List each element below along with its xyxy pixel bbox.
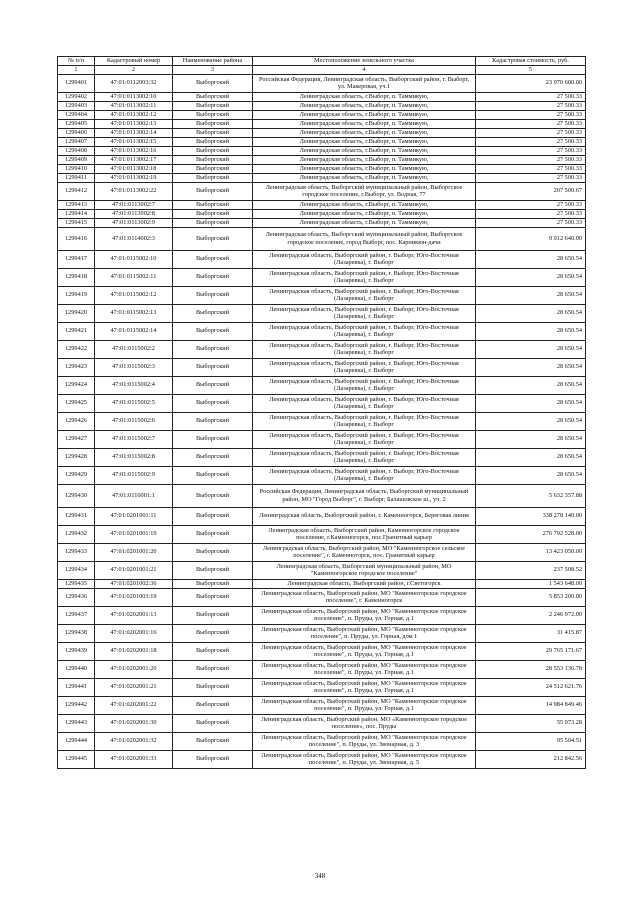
row-number-cell: 1299410 xyxy=(58,164,95,173)
header-row xyxy=(58,57,586,66)
location-cell: Ленинградская область, Выборгский муниципальный район, МО "Каменногорское городское поселение" xyxy=(253,561,476,579)
cadastral-number-cell: 47:01:0113002:13 xyxy=(95,119,173,128)
row-number-cell: 1299434 xyxy=(58,561,95,579)
district-cell: Выборгский xyxy=(173,200,253,209)
cadastral-number-cell: 47:01:0115002:4 xyxy=(95,376,173,394)
cadastral-number-cell: 47:01:0115002:2 xyxy=(95,340,173,358)
row-number-cell: 1299424 xyxy=(58,376,95,394)
table-row xyxy=(58,561,586,579)
cadastral-value-cell: 23 970 600.00 xyxy=(476,74,586,92)
district-cell: Выборгский xyxy=(173,579,253,588)
location-cell: Ленинградская область, Выборгский район, г. Выборг, Юго-Восточная (Лазаревка), г. Выборг xyxy=(253,304,476,322)
table-row xyxy=(58,732,586,750)
cadastral-value-cell: 28 650.54 xyxy=(476,286,586,304)
district-cell: Выборгский xyxy=(173,750,253,768)
cadastral-number-cell: 47:01:0112003:32 xyxy=(95,74,173,92)
table-row xyxy=(58,430,586,448)
row-number-cell: 1299431 xyxy=(58,507,95,525)
cadastral-number-cell: 47:01:0113002:11 xyxy=(95,101,173,110)
column-index-row xyxy=(58,66,586,75)
district-cell: Выборгский xyxy=(173,466,253,484)
location-cell: Ленинградская область, Выборгский район, МО "Каменногорское городское поселение", п. Пруды, ул. Горная, д.1 xyxy=(253,642,476,660)
row-number-cell: 1299442 xyxy=(58,696,95,714)
cadastral-number-cell: 47:01:0115002:12 xyxy=(95,286,173,304)
cadastral-value-cell: 14 984 849.46 xyxy=(476,696,586,714)
table-body xyxy=(58,74,586,768)
row-number-cell: 1299440 xyxy=(58,660,95,678)
location-cell: Ленинградская область, Выборгский район, г. Выборг, Юго-Восточная (Лазаревка), г. Выборг xyxy=(253,268,476,286)
table-row xyxy=(58,507,586,525)
cadastral-value-cell: 28 553 136.78 xyxy=(476,660,586,678)
cadastral-number-cell: 47:01:0202001:21 xyxy=(95,678,173,696)
district-cell: Выборгский xyxy=(173,448,253,466)
table-row xyxy=(58,74,586,92)
cadastral-number-cell: 47:01:0201001:19 xyxy=(95,525,173,543)
cadastral-number-cell: 47:01:0113002:10 xyxy=(95,92,173,101)
cadastral-value-cell: 27 500.33 xyxy=(476,128,586,137)
location-cell: Ленинградская область, Выборгский район, МО "Каменногорское городское поселение", п. Пруды, ул. Горная, д.1 xyxy=(253,696,476,714)
cadastral-value-cell: 207 500.67 xyxy=(476,182,586,200)
table-row xyxy=(58,642,586,660)
district-cell: Выборгский xyxy=(173,74,253,92)
row-number-cell: 1299414 xyxy=(58,209,95,218)
cadastral-number-cell: 47:01:0113002:17 xyxy=(95,155,173,164)
page-number: 348 xyxy=(314,872,326,880)
location-cell: Российская Федерация, Ленинградская область, Выборгский муниципальный район, МО "Город Выборг", г. Выборг, Балашовское ш., уч. 2 xyxy=(253,484,476,507)
table-row xyxy=(58,101,586,110)
district-cell: Выборгский xyxy=(173,561,253,579)
row-number-cell: 1299402 xyxy=(58,92,95,101)
district-cell: Выборгский xyxy=(173,588,253,606)
header-cell: Наименование района xyxy=(173,57,253,66)
row-number-cell: 1299441 xyxy=(58,678,95,696)
row-number-cell: 1299420 xyxy=(58,304,95,322)
location-cell: Ленинградская область, Выборгский район, МО "Каменногорское городское поселение", г. Каменногорск xyxy=(253,588,476,606)
table-row xyxy=(58,146,586,155)
cadastral-number-cell: 47:01:0202001:20 xyxy=(95,660,173,678)
location-cell: Ленинградская область, г.Выборг, п. Таммикую, xyxy=(253,155,476,164)
location-cell: Ленинградская область, Выборгский район, г. Выборг, Юго-Восточная (Лазаревка), г. Выборг xyxy=(253,466,476,484)
column-index-cell: 2 xyxy=(95,66,173,75)
cadastral-value-cell: 212 842.56 xyxy=(476,750,586,768)
row-number-cell: 1299421 xyxy=(58,322,95,340)
district-cell: Выборгский xyxy=(173,110,253,119)
table-row xyxy=(58,286,586,304)
cadastral-number-cell: 47:01:0201001:11 xyxy=(95,507,173,525)
location-cell: Ленинградская область, Выборгский район, г. Каменногорск, Береговая линия xyxy=(253,507,476,525)
row-number-cell: 1299429 xyxy=(58,466,95,484)
table-row xyxy=(58,624,586,642)
location-cell: Ленинградская область, Выборгский район, г. Выборг, Юго-Восточная (Лазаревка), г. Выборг xyxy=(253,412,476,430)
district-cell: Выборгский xyxy=(173,732,253,750)
header-cell: Местоположение земельного участка xyxy=(253,57,476,66)
table-row xyxy=(58,200,586,209)
table-row xyxy=(58,268,586,286)
district-cell: Выборгский xyxy=(173,394,253,412)
cadastral-number-cell: 47:01:0113002:18 xyxy=(95,164,173,173)
table-row xyxy=(58,209,586,218)
cadastral-number-cell: 47:01:0115002:7 xyxy=(95,430,173,448)
district-cell: Выборгский xyxy=(173,660,253,678)
district-cell: Выборгский xyxy=(173,286,253,304)
cadastral-number-cell: 47:01:0115002:11 xyxy=(95,268,173,286)
table-row xyxy=(58,110,586,119)
district-cell: Выборгский xyxy=(173,606,253,624)
row-number-cell: 1299427 xyxy=(58,430,95,448)
cadastral-value-cell: 28 650.54 xyxy=(476,412,586,430)
cadastral-value-cell: 28 650.54 xyxy=(476,376,586,394)
cadastral-value-cell: 2 246 972.00 xyxy=(476,606,586,624)
cadastral-value-cell: 29 765 171.67 xyxy=(476,642,586,660)
row-number-cell: 1299445 xyxy=(58,750,95,768)
location-cell: Российская Федерация, Ленинградская область, Выборгский район, г. Выборг, ул. Макеровая, уч.1 xyxy=(253,74,476,92)
district-cell: Выборгский xyxy=(173,322,253,340)
district-cell: Выборгский xyxy=(173,164,253,173)
location-cell: Ленинградская область, г.Выборг, п. Таммикую, xyxy=(253,128,476,137)
cadastral-number-cell: 47:01:0113002:16 xyxy=(95,146,173,155)
cadastral-value-cell: 27 500.33 xyxy=(476,110,586,119)
table-row xyxy=(58,678,586,696)
cadastral-value-cell: 28 650.54 xyxy=(476,394,586,412)
table-row xyxy=(58,543,586,561)
header-cell: № п/п xyxy=(58,57,95,66)
location-cell: Ленинградская область, г.Выборг, п. Таммикую, xyxy=(253,119,476,128)
cadastral-value-cell: 27 500.33 xyxy=(476,146,586,155)
district-cell: Выборгский xyxy=(173,624,253,642)
district-cell: Выборгский xyxy=(173,182,253,200)
cadastral-number-cell: 47:01:0115002:13 xyxy=(95,304,173,322)
table-row xyxy=(58,484,586,507)
location-cell: Ленинградская область, г.Выборг, п. Таммикую, xyxy=(253,209,476,218)
cadastral-value-cell: 27 500.33 xyxy=(476,92,586,101)
cadastral-value-cell: 9 912 640.00 xyxy=(476,227,586,250)
cadastral-value-cell: 28 650.54 xyxy=(476,448,586,466)
table-row xyxy=(58,660,586,678)
district-cell: Выборгский xyxy=(173,678,253,696)
district-cell: Выборгский xyxy=(173,376,253,394)
row-number-cell: 1299417 xyxy=(58,250,95,268)
cadastral-value-cell: 27 500.33 xyxy=(476,137,586,146)
row-number-cell: 1299422 xyxy=(58,340,95,358)
cadastral-number-cell: 47:01:0202001:33 xyxy=(95,750,173,768)
cadastral-number-cell: 47:01:0113002:12 xyxy=(95,110,173,119)
column-index-cell: 3 xyxy=(173,66,253,75)
cadastral-value-cell: 1 543 648.00 xyxy=(476,579,586,588)
cadastral-number-cell: 47:01:0201003:19 xyxy=(95,588,173,606)
cadastral-number-cell: 47:01:0113002:19 xyxy=(95,173,173,182)
cadastral-number-cell: 47:01:0202001:18 xyxy=(95,642,173,660)
cadastral-value-cell: 28 650.54 xyxy=(476,250,586,268)
location-cell: Ленинградская область, Выборгский муниципальный район, Выборгское городское поселение, г.Выборг, ул. Водная, 77 xyxy=(253,182,476,200)
location-cell: Ленинградская область, Выборгский район, МО "Каменногорское городское поселение", п. Пруды, ул. Горная, дом 1 xyxy=(253,624,476,642)
cadastral-value-cell: 28 650.54 xyxy=(476,466,586,484)
cadastral-number-cell: 47:01:0113002:22 xyxy=(95,182,173,200)
cadastral-number-cell: 47:01:0113002:15 xyxy=(95,137,173,146)
cadastral-number-cell: 47:01:0113002:7 xyxy=(95,200,173,209)
row-number-cell: 1299416 xyxy=(58,227,95,250)
cadastral-number-cell: 47:01:0113002:14 xyxy=(95,128,173,137)
district-cell: Выборгский xyxy=(173,209,253,218)
district-cell: Выборгский xyxy=(173,525,253,543)
table-row xyxy=(58,525,586,543)
row-number-cell: 1299435 xyxy=(58,579,95,588)
location-cell: Ленинградская область, г.Выборг, п. Таммикую, xyxy=(253,164,476,173)
cadastral-number-cell: 47:01:0115002:3 xyxy=(95,358,173,376)
table-row xyxy=(58,750,586,768)
district-cell: Выборгский xyxy=(173,714,253,732)
table-row xyxy=(58,696,586,714)
cadastral-value-cell: 5 853 200.00 xyxy=(476,588,586,606)
row-number-cell: 1299428 xyxy=(58,448,95,466)
row-number-cell: 1299411 xyxy=(58,173,95,182)
cadastral-number-cell: 47:01:0115002:8 xyxy=(95,448,173,466)
location-cell: Ленинградская область, г.Выборг, п. Таммикую, xyxy=(253,110,476,119)
cadastral-value-cell: 28 650.54 xyxy=(476,268,586,286)
location-cell: Ленинградская область, Выборгский район, г. Выборг, Юго-Восточная (Лазаревка), г. Выборг xyxy=(253,358,476,376)
location-cell: Ленинградская область, Выборгский район, МО "Каменногорское городское поселение", п. Пруды, ул. Горная, д.1 xyxy=(253,660,476,678)
cadastral-number-cell: 47:01:0201001:21 xyxy=(95,561,173,579)
cadastral-value-cell: 27 500.33 xyxy=(476,209,586,218)
location-cell: Ленинградская область, г.Выборг, п. Таммикую, xyxy=(253,137,476,146)
row-number-cell: 1299444 xyxy=(58,732,95,750)
table-row xyxy=(58,250,586,268)
district-cell: Выборгский xyxy=(173,543,253,561)
location-cell: Ленинградская область, Выборгский район, г. Выборг, Юго-Восточная (Лазаревка), г. Выборг xyxy=(253,340,476,358)
row-number-cell: 1299423 xyxy=(58,358,95,376)
row-number-cell: 1299405 xyxy=(58,119,95,128)
district-cell: Выборгский xyxy=(173,155,253,164)
row-number-cell: 1299409 xyxy=(58,155,95,164)
row-number-cell: 1299418 xyxy=(58,268,95,286)
location-cell: Ленинградская область, г.Выборг, п. Таммикую, xyxy=(253,173,476,182)
location-cell: Ленинградская область, г.Выборг, п. Таммикую, xyxy=(253,92,476,101)
table-row xyxy=(58,606,586,624)
district-cell: Выборгский xyxy=(173,250,253,268)
table-row xyxy=(58,119,586,128)
row-number-cell: 1299401 xyxy=(58,74,95,92)
column-index-cell: 4 xyxy=(253,66,476,75)
row-number-cell: 1299425 xyxy=(58,394,95,412)
table-row xyxy=(58,218,586,227)
district-cell: Выборгский xyxy=(173,128,253,137)
cadastral-value-cell: 28 650.54 xyxy=(476,358,586,376)
cadastral-number-cell: 47:01:0202001:22 xyxy=(95,696,173,714)
location-cell: Ленинградская область, Выборгский район, г. Выборг, Юго-Восточная (Лазаревка), г. Выборг xyxy=(253,376,476,394)
district-cell: Выборгский xyxy=(173,101,253,110)
location-cell: Ленинградская область, Выборгский муниципальный район, Выборгское городское поселение, город Выборг, пос. Карпикюн-дачи xyxy=(253,227,476,250)
table-row xyxy=(58,227,586,250)
table-row xyxy=(58,579,586,588)
location-cell: Ленинградская область, Выборгский район, г. Выборг, Юго-Восточная (Лазаревка), г. Выборг xyxy=(253,448,476,466)
cadastral-number-cell: 47:01:0113002:8 xyxy=(95,209,173,218)
table-row xyxy=(58,173,586,182)
column-index-cell: 1 xyxy=(58,66,95,75)
district-cell: Выборгский xyxy=(173,430,253,448)
row-number-cell: 1299408 xyxy=(58,146,95,155)
district-cell: Выборгский xyxy=(173,173,253,182)
cadastral-value-cell: 13 423 050.00 xyxy=(476,543,586,561)
row-number-cell: 1299415 xyxy=(58,218,95,227)
header-cell: Кадастровая стоимость, руб. xyxy=(476,57,586,66)
cadastral-value-cell: 24 512 621.76 xyxy=(476,678,586,696)
cadastral-number-cell: 47:01:0202001:32 xyxy=(95,732,173,750)
row-number-cell: 1299419 xyxy=(58,286,95,304)
district-cell: Выборгский xyxy=(173,484,253,507)
district-cell: Выборгский xyxy=(173,227,253,250)
header-cell: Кадастровый номер xyxy=(95,57,173,66)
cadastral-value-cell: 28 650.54 xyxy=(476,430,586,448)
row-number-cell: 1299407 xyxy=(58,137,95,146)
cadastral-value-cell: 27 500.33 xyxy=(476,101,586,110)
cadastral-number-cell: 47:01:0116001:1 xyxy=(95,484,173,507)
location-cell: Ленинградская область, г.Выборг, п. Таммикую, xyxy=(253,218,476,227)
location-cell: Ленинградская область, Выборгский район, Каменногорское городское поселение, г.Каменногорск, пос.Гранитный карьер xyxy=(253,525,476,543)
cadastral-value-cell: 5 632 357.88 xyxy=(476,484,586,507)
row-number-cell: 1299404 xyxy=(58,110,95,119)
cadastral-number-cell: 47:01:0201001:20 xyxy=(95,543,173,561)
cadastral-value-cell: 27 500.33 xyxy=(476,155,586,164)
row-number-cell: 1299432 xyxy=(58,525,95,543)
cadastral-value-cell: 31 415.87 xyxy=(476,624,586,642)
location-cell: Ленинградская область, Выборгский район, г.Светогорск xyxy=(253,579,476,588)
row-number-cell: 1299413 xyxy=(58,200,95,209)
cadastral-value-table xyxy=(57,56,586,769)
cadastral-value-cell: 95 504.51 xyxy=(476,732,586,750)
table-row xyxy=(58,92,586,101)
location-cell: Ленинградская область, г.Выборг, п. Таммикую, xyxy=(253,146,476,155)
table-row xyxy=(58,448,586,466)
district-cell: Выборгский xyxy=(173,146,253,155)
cadastral-number-cell: 47:01:0115002:5 xyxy=(95,394,173,412)
row-number-cell: 1299430 xyxy=(58,484,95,507)
row-number-cell: 1299436 xyxy=(58,588,95,606)
cadastral-number-cell: 47:01:0115002:14 xyxy=(95,322,173,340)
district-cell: Выборгский xyxy=(173,340,253,358)
row-number-cell: 1299412 xyxy=(58,182,95,200)
row-number-cell: 1299433 xyxy=(58,543,95,561)
row-number-cell: 1299406 xyxy=(58,128,95,137)
cadastral-value-cell: 338 278 140.00 xyxy=(476,507,586,525)
row-number-cell: 1299439 xyxy=(58,642,95,660)
row-number-cell: 1299443 xyxy=(58,714,95,732)
table-row xyxy=(58,128,586,137)
cadastral-number-cell: 47:01:0115002:6 xyxy=(95,412,173,430)
table-row xyxy=(58,340,586,358)
location-cell: Ленинградская область, Выборгский район, МО "Каменногорское городское поселение", п. Пруды, ул. Звонарная, д. 5 xyxy=(253,750,476,768)
table-row xyxy=(58,714,586,732)
cadastral-number-cell: 47:01:0115002:10 xyxy=(95,250,173,268)
district-cell: Выборгский xyxy=(173,358,253,376)
table-row xyxy=(58,164,586,173)
column-index-cell: 5 xyxy=(476,66,586,75)
cadastral-number-cell: 47:01:0202001:30 xyxy=(95,714,173,732)
location-cell: Ленинградская область, Выборгский район, г. Выборг, Юго-Восточная (Лазаревка), г. Выборг xyxy=(253,322,476,340)
cadastral-number-cell: 47:01:0202001:16 xyxy=(95,624,173,642)
cadastral-number-cell: 47:01:0113002:9 xyxy=(95,218,173,227)
location-cell: Ленинградская область, Выборгский район, МО "Каменногорское городское поселение", п. Пруды, ул. Горная, д.1 xyxy=(253,678,476,696)
location-cell: Ленинградская область, Выборгский район, МО "Каменногорское городское поселение", п. Пруды, ул. Звонарная, д. 3 xyxy=(253,732,476,750)
district-cell: Выборгский xyxy=(173,412,253,430)
cadastral-value-cell: 28 650.54 xyxy=(476,304,586,322)
location-cell: Ленинградская область, Выборгский район, МО "Каменногорское городское поселение", п. Пруды, ул. Горная, д.1 xyxy=(253,606,476,624)
district-cell: Выборгский xyxy=(173,642,253,660)
row-number-cell: 1299426 xyxy=(58,412,95,430)
location-cell: Ленинградская область, Выборгский район, г. Выборг, Юго-Восточная (Лазаревка), г. Выборг xyxy=(253,430,476,448)
district-cell: Выборгский xyxy=(173,507,253,525)
cadastral-number-cell: 47:01:0202001:13 xyxy=(95,606,173,624)
table-row xyxy=(58,304,586,322)
table-row xyxy=(58,466,586,484)
cadastral-value-cell: 27 500.33 xyxy=(476,119,586,128)
table-row xyxy=(58,588,586,606)
location-cell: Ленинградская область, г.Выборг, п. Таммикую, xyxy=(253,200,476,209)
cadastral-value-cell: 27 500.33 xyxy=(476,164,586,173)
table-row xyxy=(58,376,586,394)
cadastral-value-cell: 276 792 528.00 xyxy=(476,525,586,543)
location-cell: Ленинградская область, г.Выборг, п. Таммикую, xyxy=(253,101,476,110)
district-cell: Выборгский xyxy=(173,119,253,128)
row-number-cell: 1299438 xyxy=(58,624,95,642)
district-cell: Выборгский xyxy=(173,304,253,322)
cadastral-number-cell: 47:01:0115002:9 xyxy=(95,466,173,484)
location-cell: Ленинградская область, Выборгский район, г. Выборг, Юго-Восточная (Лазаревка), г. Выборг xyxy=(253,286,476,304)
location-cell: Ленинградская область, Выборгский район, г. Выборг, Юго-Восточная (Лазаревка), г. Выборг xyxy=(253,394,476,412)
location-cell: Ленинградская область, Выборгский район, г. Выборг, Юго-Восточная (Лазаревка), г. Выборг xyxy=(253,250,476,268)
district-cell: Выборгский xyxy=(173,268,253,286)
cadastral-value-cell: 237 508.52 xyxy=(476,561,586,579)
location-cell: Ленинградская область, Выборгский район, МО "Каменногорское сельское поселение", г. Каменногорск, пос. Гранитный карьер xyxy=(253,543,476,561)
cadastral-value-cell: 27 500.33 xyxy=(476,173,586,182)
table-row xyxy=(58,155,586,164)
district-cell: Выборгский xyxy=(173,92,253,101)
table-row xyxy=(58,394,586,412)
location-cell: Ленинградская область, Выборгский район, МО «Каменногорское городское поселение», пос. Пруды xyxy=(253,714,476,732)
row-number-cell: 1299437 xyxy=(58,606,95,624)
district-cell: Выборгский xyxy=(173,696,253,714)
table-row xyxy=(58,412,586,430)
cadastral-value-cell: 27 500.33 xyxy=(476,218,586,227)
cadastral-value-cell: 28 650.54 xyxy=(476,322,586,340)
table-row xyxy=(58,358,586,376)
cadastral-number-cell: 47:01:0201002:36 xyxy=(95,579,173,588)
cadastral-value-cell: 27 500.33 xyxy=(476,200,586,209)
district-cell: Выборгский xyxy=(173,218,253,227)
district-cell: Выборгский xyxy=(173,137,253,146)
row-number-cell: 1299403 xyxy=(58,101,95,110)
table-row xyxy=(58,137,586,146)
cadastral-number-cell: 47:01:0114002:3 xyxy=(95,227,173,250)
table-row xyxy=(58,182,586,200)
cadastral-value-cell: 55 073.28 xyxy=(476,714,586,732)
table-row xyxy=(58,322,586,340)
cadastral-value-cell: 28 650.54 xyxy=(476,340,586,358)
